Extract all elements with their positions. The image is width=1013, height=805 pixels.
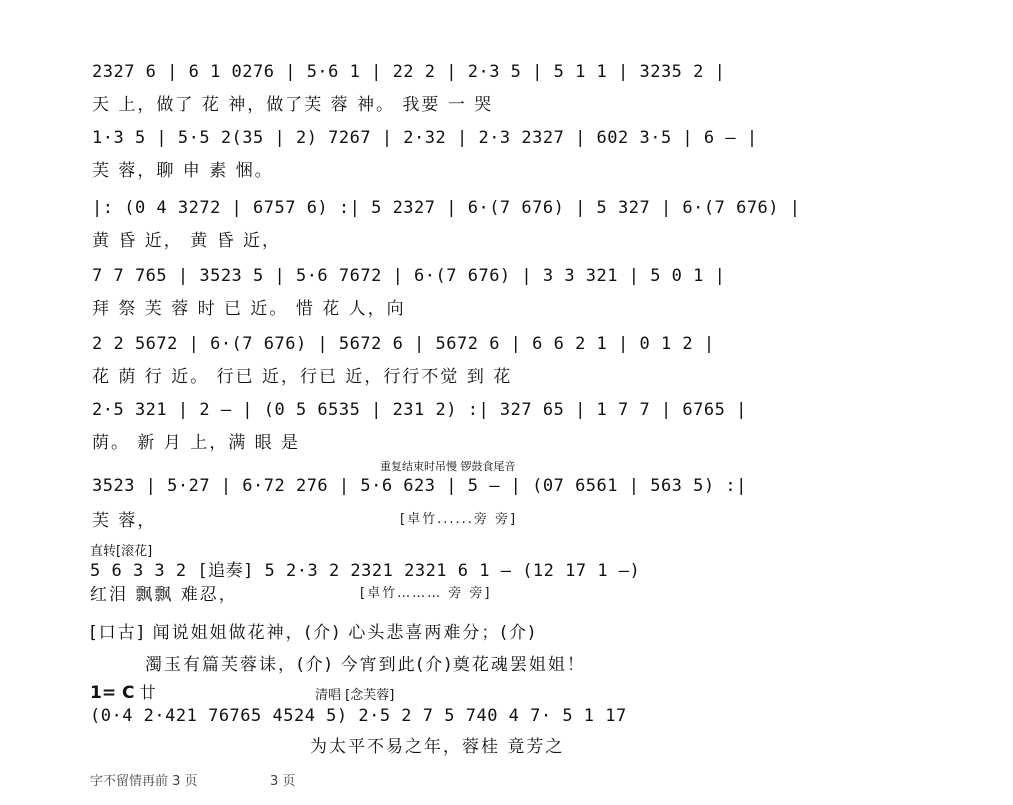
score-line-1-notes: 2327 6 | 6 1 0276 | 5·6 1 | 22 2 | 2·3 5 | 5 1 1 | 3235 2 | — [92, 62, 726, 82]
score-line-9-lyrics: 为太平不易之年，蓉桂 竟芳之 — [310, 737, 565, 757]
kougu-label: [口古] — [90, 623, 146, 643]
score-line-5-lyrics: 花 荫 行 近。 行已 近，行已 近，行行不觉 到 花 — [92, 367, 513, 387]
score-line-6-lyrics: 荫。 新 月 上，满 眼 是 — [92, 433, 301, 453]
score-line-7-lyrics: 芙 蓉， — [92, 511, 157, 531]
percussion-cue-1: [卓竹......旁 旁] — [400, 512, 518, 527]
score-line-7-notes: 3523 | 5·27 | 6·72 276 | 5·6 623 | 5 — | (07 6561 | 563 5) :| — [92, 476, 747, 496]
kougu-line-2: 濁玉有篇芙蓉诔，(介) 今宵到此(介)奠花魂罢姐姐！ — [145, 655, 586, 675]
repeat-instruction: 重复结束时吊慢 锣鼓食尾音 — [380, 460, 516, 473]
score-line-3-notes: |: (0 4 3272 | 6757 6) :| 5 2327 | 6·(7 676) | 5 327 | 6·(7 676) | — [92, 198, 801, 218]
score-line-5-notes: 2 2 5672 | 6·(7 676) | 5672 6 | 5672 6 | 6 6 2 1 | 0 1 2 | — [92, 334, 715, 354]
page-number: 3 页 — [270, 774, 296, 789]
percussion-cue-2: [卓竹……… 旁 旁] — [360, 586, 492, 601]
key-signature-row — [90, 680, 723, 703]
tempo-mark: 廿 — [139, 683, 156, 702]
footer-left: 字不留情再前 3 页 — [90, 774, 198, 789]
score-line-4-lyrics: 拜 祭 芙 蓉 时 已 近。 惜 花 人，向 — [92, 299, 406, 319]
key-signature: 1= C — [90, 683, 135, 703]
kougu-line-1 — [90, 618, 723, 643]
qingchang-label: 清唱 [念芙蓉] — [315, 688, 395, 703]
kougu-text-1: 闻说姐姐做花神，(介) 心头悲喜两难分；(介) — [152, 623, 537, 643]
score-line-2-notes: 1·3 5 | 5·5 2(35 | 2) 7267 | 2·32 | 2·3 2327 | 602 3·5 | 6 — | — [92, 128, 758, 148]
score-line-4-notes: 7 7 765 | 3523 5 | 5·6 7672 | 6·(7 676) | 3 3 321 | 5 0 1 | — [92, 266, 726, 286]
score-line-1-lyrics: 天 上，做了 花 神，做了芙 蓉 神。 我要 一 哭 — [92, 95, 494, 115]
score-line-2-lyrics: 芙 蓉，聊 申 素 悃。 — [92, 161, 274, 181]
score-line-6-notes: 2·5 321 | 2 — | (0 5 6535 | 231 2) :| 327 65 | 1 7 7 | 6765 | — [92, 400, 747, 420]
score-line-3-lyrics: 黄 昏 近， 黄 昏 近， — [92, 231, 282, 251]
score-line-8-notes: 5 6 3 3 2 [追奏] 5 2·3 2 2321 2321 6 1 — (12 17 1 —) — [90, 561, 641, 581]
score-line-9-notes: (0·4 2·421 76765 4524 5) 2·5 2 7 5 740 4 7· 5 1 17 — [90, 706, 627, 726]
score-line-8-lyrics: 红泪 飘飘 难忍， — [90, 585, 238, 605]
section-label-gunhua: 直转[滚花] — [90, 544, 153, 559]
